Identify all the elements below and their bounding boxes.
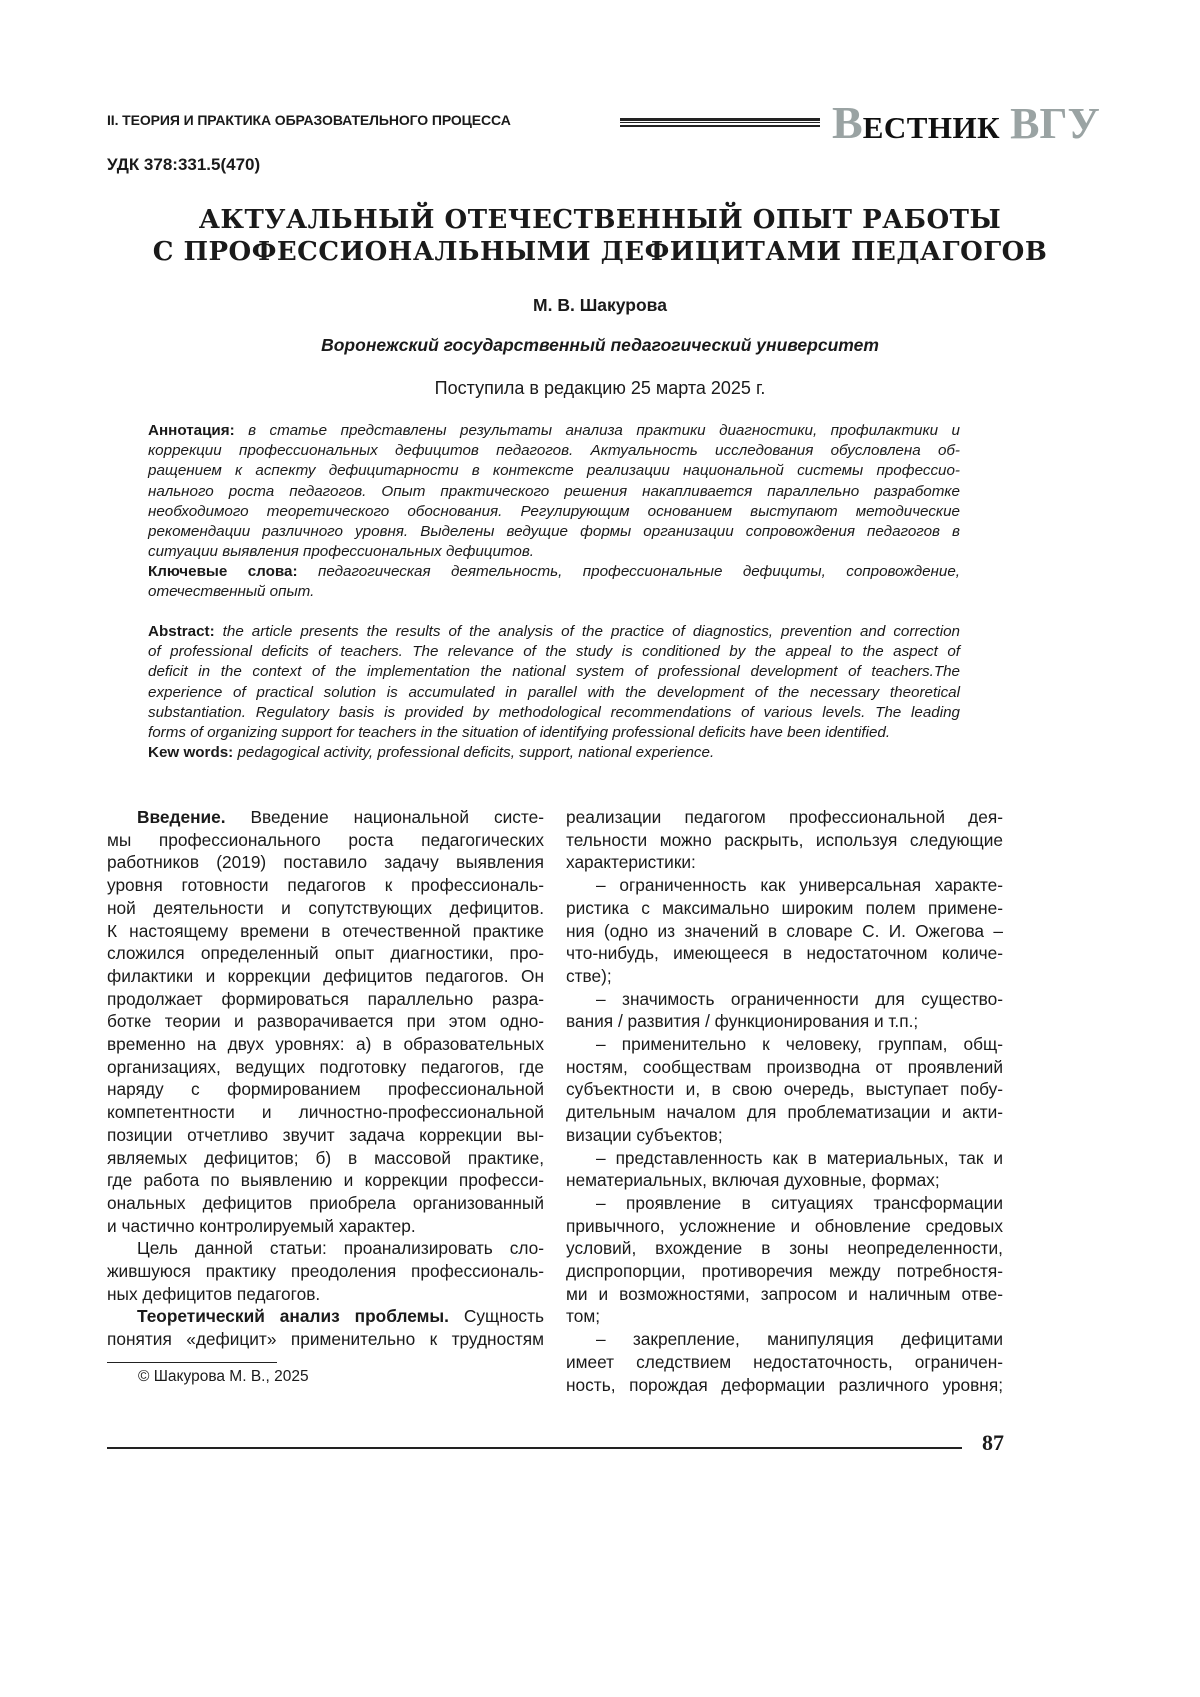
text-line bbox=[148, 662, 960, 682]
title-line: АКТУАЛЬНЫЙ ОТЕЧЕСТВЕННЫЙ ОПЫТ РАБОТЫ bbox=[0, 204, 1200, 236]
text-line bbox=[107, 1305, 544, 1328]
paragraph bbox=[566, 1192, 1003, 1328]
line-text: педагогическая деятельность, профессиональные дефициты, сопровождение, bbox=[298, 563, 960, 580]
article-title bbox=[0, 204, 1200, 268]
line-text: ботке теории и разворачивается при этом одно- bbox=[107, 1011, 544, 1031]
line-text: the article presents the results of the analysis of the practice of diagnostics, prevention and correction bbox=[215, 623, 960, 640]
text-line bbox=[148, 622, 960, 642]
line-text: – значимость ограниченности для существо- bbox=[596, 989, 1003, 1009]
text-line bbox=[107, 1033, 544, 1056]
text-line bbox=[148, 502, 960, 522]
text-line bbox=[566, 965, 1003, 988]
text-line bbox=[107, 965, 544, 988]
text-line bbox=[566, 920, 1003, 943]
line-text: привычного, усложнение и обновление средовых bbox=[566, 1216, 1003, 1236]
paragraph bbox=[107, 1305, 544, 1350]
text-line bbox=[566, 1010, 1003, 1033]
body-column-left bbox=[107, 806, 544, 1351]
running-head-section: II. ТЕОРИЯ И ПРАКТИКА ОБРАЗОВАТЕЛЬНОГО ПРОЦЕССА bbox=[107, 112, 511, 128]
line-text: – применительно к человеку, группам, общ- bbox=[596, 1034, 1003, 1054]
paragraph bbox=[148, 622, 960, 743]
line-text: Введение национальной систе- bbox=[226, 807, 544, 827]
line-text: жившуюся практику преодоления профессиональ- bbox=[107, 1261, 544, 1281]
text-line bbox=[566, 942, 1003, 965]
text-line bbox=[107, 829, 544, 852]
text-line bbox=[107, 1147, 544, 1170]
text-line bbox=[148, 461, 960, 481]
text-line bbox=[148, 642, 960, 662]
text-line bbox=[107, 1010, 544, 1033]
text-line bbox=[148, 703, 960, 723]
text-line bbox=[107, 851, 544, 874]
line-text: организациях, ведущих подготовку педагогов, где bbox=[107, 1057, 544, 1077]
text-line bbox=[566, 1351, 1003, 1374]
line-text: – проявление в ситуациях трансформации bbox=[596, 1193, 1003, 1213]
line-text: нального роста педагогов. Опыт практического решения накапливается параллельно разработке bbox=[148, 483, 960, 500]
header-rule bbox=[620, 118, 820, 127]
logo-vgu: ВГУ bbox=[1010, 99, 1100, 148]
line-text: deficit in the context of the implementation the national system of professional development of teachers.The bbox=[148, 663, 960, 680]
line-text: рекомендации различного уровня. Выделены ведущие формы организации сопровождения педагогов в bbox=[148, 523, 960, 540]
text-line bbox=[148, 723, 960, 743]
line-text: substantiation. Regulatory basis is provided by methodological recommendations of various levels. The leading bbox=[148, 704, 960, 721]
affiliation: Воронежский государственный педагогический университет bbox=[0, 335, 1200, 356]
line-text: характеристики: bbox=[566, 852, 696, 872]
text-line bbox=[566, 1305, 1003, 1328]
line-text: Сущность bbox=[449, 1306, 544, 1326]
text-line bbox=[566, 897, 1003, 920]
text-line bbox=[107, 874, 544, 897]
paragraph-label: Аннотация: bbox=[148, 422, 235, 439]
paragraph bbox=[566, 806, 1003, 874]
paragraph bbox=[566, 1147, 1003, 1192]
text-line bbox=[148, 683, 960, 703]
line-text: Цель данной статьи: проанализировать сло- bbox=[137, 1238, 544, 1258]
line-text: нематериальных, включая духовные, формах; bbox=[566, 1170, 940, 1190]
paragraph-label: Kew words: bbox=[148, 744, 233, 761]
text-line bbox=[566, 806, 1003, 829]
paragraph bbox=[148, 562, 960, 602]
text-line bbox=[566, 1283, 1003, 1306]
text-line bbox=[566, 1260, 1003, 1283]
text-line bbox=[107, 988, 544, 1011]
text-line bbox=[566, 988, 1003, 1011]
page-number: 87 bbox=[982, 1430, 1004, 1456]
title-line: С ПРОФЕССИОНАЛЬНЫМИ ДЕФИЦИТАМИ ПЕДАГОГОВ bbox=[0, 236, 1200, 268]
text-line bbox=[566, 1101, 1003, 1124]
line-text: forms of organizing support for teachers in the situation of identifying professional deficits have been identified. bbox=[148, 724, 890, 741]
paragraph bbox=[107, 1237, 544, 1305]
line-text: ми и возможностями, запросом и наличным отве- bbox=[566, 1284, 1003, 1304]
text-line bbox=[148, 441, 960, 461]
line-text: в статье представлены результаты анализа практики диагностики, профилактики и bbox=[235, 422, 960, 439]
line-text: являемых дефицитов; б) в массовой практике, bbox=[107, 1148, 544, 1168]
line-text: что-нибудь, имеющееся в недостаточном количе- bbox=[566, 943, 1003, 963]
logo-rest: ЕСТНИК bbox=[863, 110, 1000, 145]
journal-logo bbox=[832, 96, 1100, 149]
text-line bbox=[148, 482, 960, 502]
text-line bbox=[107, 1192, 544, 1215]
abstract-en bbox=[148, 622, 960, 743]
text-line bbox=[566, 1124, 1003, 1147]
paragraph-label: Введение. bbox=[137, 807, 226, 827]
text-line bbox=[107, 1056, 544, 1079]
text-line bbox=[107, 1124, 544, 1147]
paragraph bbox=[107, 806, 544, 1237]
line-text: временно на двух уровнях: а) в образовательных bbox=[107, 1034, 544, 1054]
paragraph-label: Abstract: bbox=[148, 623, 215, 640]
line-text: субъектности и, в свою очередь, выступает побу- bbox=[566, 1079, 1003, 1099]
copyright-footnote: © Шакурова М. В., 2025 bbox=[138, 1368, 309, 1386]
footnote-rule bbox=[107, 1362, 277, 1363]
line-text: продолжает формироваться параллельно разра- bbox=[107, 989, 544, 1009]
line-text: уровня готовности педагогов к профессиональ- bbox=[107, 875, 544, 895]
text-line bbox=[566, 1328, 1003, 1351]
line-text: experience of practical solution is accumulated in parallel with the development of the necessary theoretical bbox=[148, 684, 960, 701]
text-line bbox=[566, 1169, 1003, 1192]
paragraph bbox=[566, 1033, 1003, 1147]
paragraph bbox=[148, 743, 960, 763]
line-text: где работа по выявлению и коррекции професси- bbox=[107, 1170, 544, 1190]
text-line bbox=[148, 421, 960, 441]
annotation bbox=[148, 421, 960, 562]
line-text: имеет следствием недостаточность, ограничен- bbox=[566, 1352, 1003, 1372]
line-text: тельности можно раскрыть, используя следующие bbox=[566, 830, 1003, 850]
footer-rule bbox=[107, 1447, 962, 1449]
line-text: ращением к аспекту дефицитарности в контексте реализации национальной системы профессио- bbox=[148, 462, 960, 479]
text-line bbox=[107, 1078, 544, 1101]
text-line bbox=[566, 1056, 1003, 1079]
body-column-right bbox=[566, 806, 1003, 1396]
line-text: – ограниченность как универсальная характе- bbox=[596, 875, 1003, 895]
text-line bbox=[566, 874, 1003, 897]
line-text: стве); bbox=[566, 966, 612, 986]
line-text: коррекции профессиональных дефицитов педагогов. Актуальность исследования обусловлена об- bbox=[148, 442, 960, 459]
paragraph bbox=[566, 1328, 1003, 1396]
line-text: pedagogical activity, professional deficits, support, national experience. bbox=[233, 744, 714, 761]
text-line bbox=[107, 1237, 544, 1260]
line-text: – закрепление, манипуляция дефицитами bbox=[596, 1329, 1003, 1349]
author: М. В. Шакурова bbox=[0, 295, 1200, 316]
paragraph bbox=[566, 874, 1003, 988]
keywords-en bbox=[148, 743, 960, 763]
line-text: ния (одно из значений в словаре С. И. Ожегова – bbox=[566, 921, 1003, 941]
text-line bbox=[107, 942, 544, 965]
line-text: условий, вхождение в зоны неопределенности, bbox=[566, 1238, 1003, 1258]
line-text: диспропорции, противоречия между потребностя- bbox=[566, 1261, 1003, 1281]
text-line bbox=[107, 897, 544, 920]
line-text: работников (2019) поставило задачу выявления bbox=[107, 852, 544, 872]
line-text: отечественный опыт. bbox=[148, 583, 314, 600]
text-line bbox=[107, 1169, 544, 1192]
line-text: сложился определенный опыт диагностики, про- bbox=[107, 943, 544, 963]
text-line bbox=[107, 806, 544, 829]
line-text: ристика с максимально широким полем примене- bbox=[566, 898, 1003, 918]
line-text: филактики и коррекции дефицитов педагогов. Он bbox=[107, 966, 544, 986]
text-line bbox=[566, 1147, 1003, 1170]
line-text: ность, порождая деформации различного уровня; bbox=[566, 1375, 1003, 1395]
line-text: визации субъектов; bbox=[566, 1125, 723, 1145]
line-text: необходимого теоретического обоснования. Регулирующим основанием выступают методические bbox=[148, 503, 960, 520]
line-text: понятия «дефицит» применительно к трудностям bbox=[107, 1329, 544, 1349]
line-text: дительным началом для проблематизации и акти- bbox=[566, 1102, 1003, 1122]
text-line bbox=[107, 920, 544, 943]
text-line bbox=[148, 542, 960, 562]
line-text: К настоящему времени в отечественной практике bbox=[107, 921, 544, 941]
keywords-ru bbox=[148, 562, 960, 602]
text-line bbox=[107, 1260, 544, 1283]
line-text: и частично контролируемый характер. bbox=[107, 1216, 416, 1236]
text-line bbox=[148, 582, 960, 602]
text-line bbox=[107, 1328, 544, 1351]
text-line bbox=[148, 743, 960, 763]
text-line bbox=[148, 522, 960, 542]
paragraph-label: Теоретический анализ проблемы. bbox=[137, 1306, 449, 1326]
text-line bbox=[566, 1033, 1003, 1056]
line-text: ной деятельности и сопутствующих дефицитов. bbox=[107, 898, 544, 918]
line-text: ситуации выявления профессиональных дефицитов. bbox=[148, 543, 534, 560]
text-line bbox=[107, 1101, 544, 1124]
text-line bbox=[566, 829, 1003, 852]
text-line bbox=[566, 1215, 1003, 1238]
paragraph-label: Ключевые слова: bbox=[148, 563, 298, 580]
line-text: мы профессионального роста педагогических bbox=[107, 830, 544, 850]
line-text: реализации педагогом профессиональной дея- bbox=[566, 807, 1003, 827]
paragraph bbox=[566, 988, 1003, 1033]
udk-code: УДК 378:331.5(470) bbox=[107, 155, 260, 175]
text-line bbox=[566, 851, 1003, 874]
paragraph bbox=[148, 421, 960, 562]
text-line bbox=[566, 1192, 1003, 1215]
received-date: Поступила в редакцию 25 марта 2025 г. bbox=[0, 378, 1200, 399]
text-line bbox=[566, 1374, 1003, 1397]
line-text: ных дефицитов педагогов. bbox=[107, 1284, 320, 1304]
line-text: ональных дефицитов приобрела организованный bbox=[107, 1193, 544, 1213]
line-text: of professional deficits of teachers. The relevance of the study is conditioned by the appeal to the aspect of bbox=[148, 643, 960, 660]
text-line bbox=[566, 1078, 1003, 1101]
text-line bbox=[566, 1237, 1003, 1260]
line-text: – представленность как в материальных, так и bbox=[596, 1148, 1003, 1168]
text-line bbox=[148, 562, 960, 582]
line-text: том; bbox=[566, 1306, 600, 1326]
text-line bbox=[107, 1283, 544, 1306]
logo-cap: В bbox=[832, 97, 863, 148]
line-text: позиции отчетливо звучит задача коррекции вы- bbox=[107, 1125, 544, 1145]
text-line bbox=[107, 1215, 544, 1238]
line-text: наряду с формированием профессиональной bbox=[107, 1079, 544, 1099]
line-text: компетентности и личностно-профессиональной bbox=[107, 1102, 544, 1122]
line-text: вания / развития / функционирования и т.п.; bbox=[566, 1011, 918, 1031]
line-text: ностям, сообществам производна от проявлений bbox=[566, 1057, 1003, 1077]
